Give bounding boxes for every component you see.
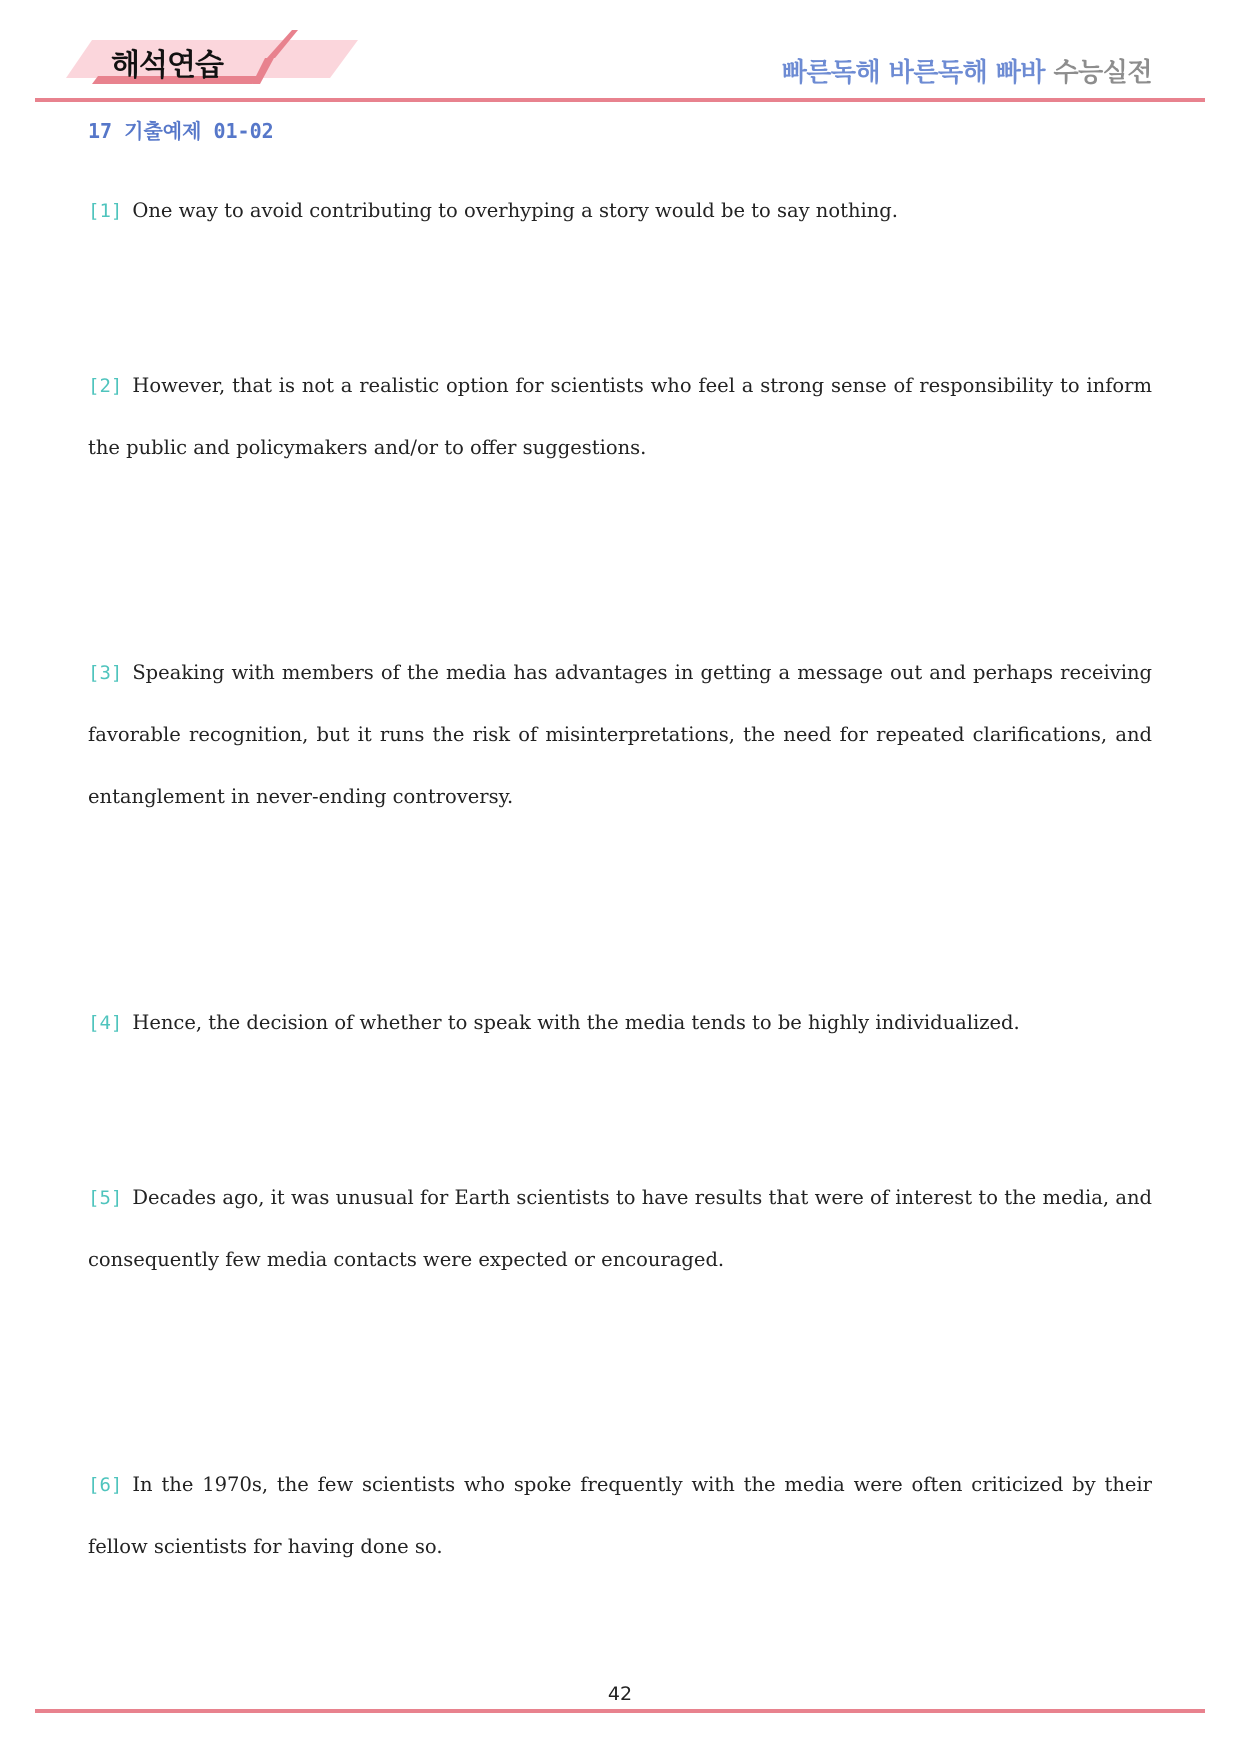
sentence-text: Hence, the decision of whether to speak with the media tends to be highly individualized. — [132, 1011, 1020, 1034]
series-title — [782, 52, 1152, 89]
badge-label: 해석연습 — [111, 48, 223, 83]
header-divider — [35, 98, 1205, 102]
sentence-number: [5] — [88, 1187, 123, 1209]
sentence-6 — [88, 1454, 1152, 1578]
sentence-number: [1] — [88, 200, 123, 222]
sentence-number: [6] — [88, 1474, 123, 1496]
sentence-number: [3] — [88, 662, 123, 684]
sentence-number: [2] — [88, 375, 123, 397]
section-label: 17 기출예제 01-02 — [88, 119, 274, 143]
sentence-3 — [88, 642, 1152, 828]
sentence-text: One way to avoid contributing to overhyping a story would be to say nothing. — [132, 199, 898, 222]
sentence-1 — [88, 180, 1152, 242]
sentence-text: However, that is not a realistic option for scientists who feel a strong sense of responsibility to inform the public and policymakers and/or to offer suggestions. — [88, 374, 1152, 459]
series-title-blue: 빠른독해 바른독해 빠바 — [781, 58, 1045, 88]
sentence-5 — [88, 1167, 1152, 1291]
sentence-text: Speaking with members of the media has advantages in getting a message out and perhaps receiving favorable recognition, but it runs the risk of misinterpretations, the need for repeated clarifications, and entanglement in never-ending controversy. — [88, 661, 1152, 808]
sentence-4 — [88, 992, 1152, 1054]
sentence-text: Decades ago, it was unusual for Earth scientists to have results that were of interest to the media, and consequently few media contacts were expected or encouraged. — [88, 1186, 1152, 1271]
footer-divider — [35, 1709, 1205, 1713]
series-title-gray: 수능실전 — [1053, 58, 1152, 88]
sentence-text: In the 1970s, the few scientists who spoke frequently with the media were often criticized by their fellow scientists for having done so. — [88, 1473, 1152, 1558]
sentence-2 — [88, 355, 1152, 479]
sentence-number: [4] — [88, 1012, 123, 1034]
page-number: 42 — [607, 1683, 633, 1705]
